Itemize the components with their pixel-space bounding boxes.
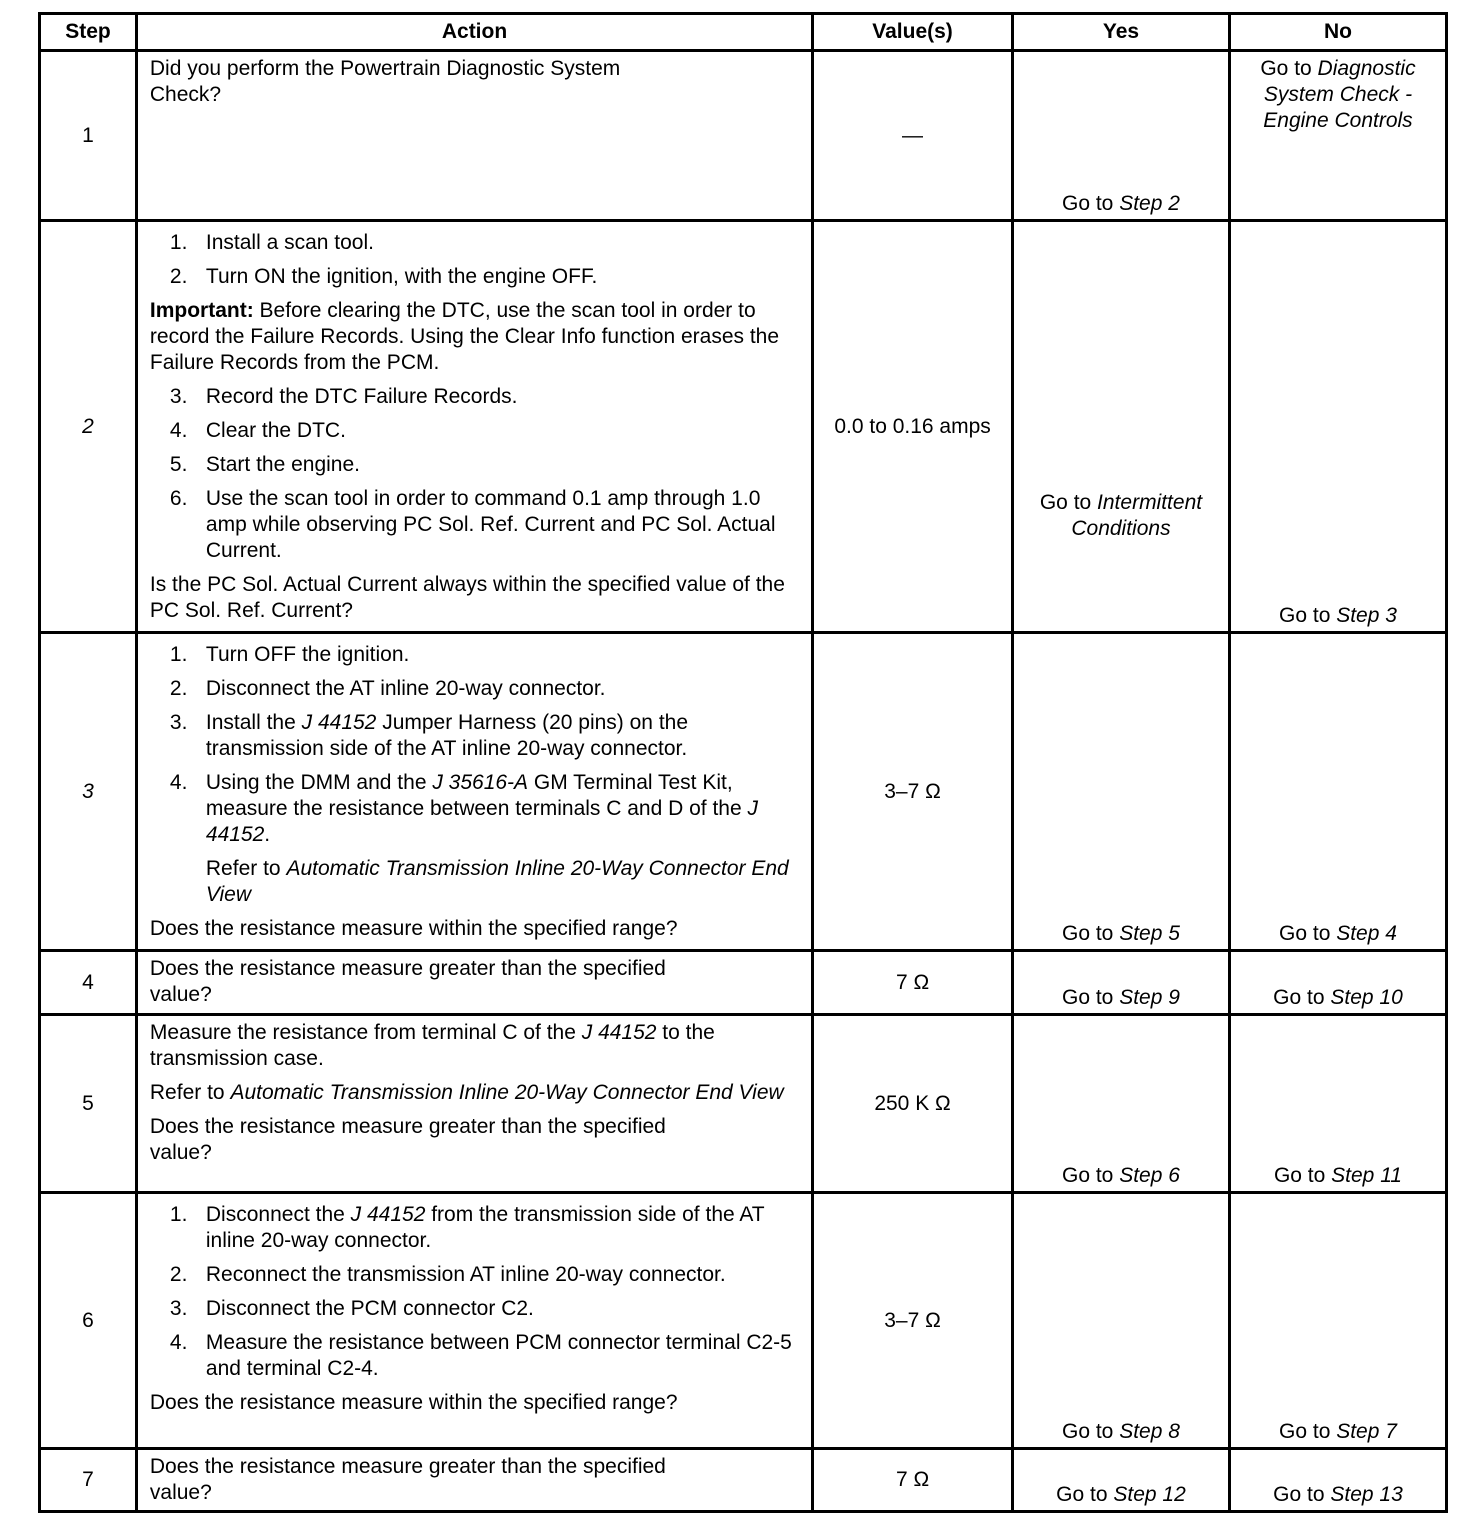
action-cell [136, 951, 812, 1015]
list-item: 4. Measure the resistance between PCM connector terminal C2-5 and terminal C2-4. [169, 1331, 792, 1380]
question-text: Does the resistance measure within the specified range? [149, 917, 678, 940]
tool-name: J 44152 [581, 1021, 657, 1044]
refer-link[interactable]: Automatic Transmission Inline 20-Way Connector End View [205, 857, 789, 906]
yes-prefix: Go to [1062, 1164, 1120, 1187]
item-text: Disconnect the AT inline 20-way connector. [205, 677, 606, 700]
important-note [150, 298, 801, 376]
yes-link[interactable]: Step 8 [1119, 1420, 1180, 1443]
action-cell [136, 51, 812, 221]
tool-name: J 44152 [205, 797, 759, 846]
item-text: Use the scan tool in order to command 0.1 amp through 1.0 amp while observing PC Sol. Ref. Current and PC Sol. Actual Current. [205, 487, 776, 562]
question-text: Does the resistance measure within the specified range? [149, 1391, 678, 1414]
header-no: No [1229, 14, 1446, 51]
item-text: to the transmission case. [149, 1021, 715, 1070]
item-text: Measure the resistance from terminal C of the [149, 1021, 582, 1044]
step-number: 5 [40, 1015, 137, 1193]
refer-note [150, 856, 801, 908]
no-target-line3: Engine Controls [1263, 109, 1413, 132]
no-link[interactable]: Step 4 [1336, 922, 1397, 945]
action-cell [136, 221, 812, 633]
no-cell [1229, 1449, 1446, 1512]
action-text: Does the resistance measure greater than the specified value? [149, 1455, 666, 1504]
yes-prefix: Go to [1062, 922, 1120, 945]
instruction-list [150, 1202, 801, 1382]
yes-cell [1012, 1015, 1229, 1193]
no-cell [1229, 221, 1446, 633]
no-target-line1: Diagnostic [1317, 57, 1416, 80]
item-text: Clear the DTC. [205, 419, 346, 442]
header-values: Value(s) [813, 14, 1013, 51]
item-text: from the transmission side of the AT inline 20-way connector. [205, 1203, 765, 1252]
no-target-line2: System Check - [1263, 83, 1413, 106]
action-cell [136, 1015, 812, 1193]
list-item: 2. Reconnect the transmission AT inline 20-way connector. [169, 1263, 726, 1286]
tool-name: J 35616-A [432, 771, 529, 794]
refer-note [150, 1080, 801, 1106]
yes-cell [1012, 221, 1229, 633]
no-link[interactable] [1231, 56, 1445, 134]
value-cell: 7 Ω [813, 1449, 1013, 1512]
no-cell [1229, 633, 1446, 951]
yes-cell [1012, 1449, 1229, 1512]
item-text: Using the DMM and the [205, 771, 433, 794]
list-item: 3. Record the DTC Failure Records. [169, 385, 518, 408]
item-text: Disconnect the PCM connector C2. [205, 1297, 534, 1320]
no-prefix: Go to [1273, 1164, 1332, 1187]
list-item: 4. Using the DMM and the J 35616-A GM Terminal Test Kit, measure the resistance between terminals C and D of the J 44152. [169, 771, 759, 846]
list-item: 1. Install a scan tool. [169, 231, 374, 254]
step-number: 6 [40, 1193, 137, 1449]
no-link[interactable]: Step 7 [1336, 1420, 1397, 1443]
item-text: . [264, 823, 271, 846]
instruction-list [150, 230, 801, 290]
no-link[interactable]: Step 10 [1330, 986, 1403, 1009]
question-text: Does the resistance measure greater than the specified value? [149, 1115, 666, 1164]
tool-name: J 44152 [301, 711, 377, 734]
no-prefix: Go to [1273, 1483, 1331, 1506]
item-text: Jumper Harness (20 pins) on the transmission side of the AT inline 20-way connector. [205, 711, 689, 760]
action-text: Does the resistance measure greater than the specified value? [149, 957, 666, 1006]
yes-target-line2: Conditions [1071, 517, 1171, 540]
yes-prefix: Go to [1039, 491, 1098, 514]
table-row [40, 1449, 1447, 1512]
value-cell: 0.0 to 0.16 amps [813, 221, 1013, 633]
list-item: 1. Disconnect the J 44152 from the transmission side of the AT inline 20-way connector. [169, 1203, 765, 1252]
value-cell: 250 K Ω [813, 1015, 1013, 1193]
list-item: 2. Turn ON the ignition, with the engine OFF. [169, 265, 598, 288]
table-row [40, 951, 1447, 1015]
step-number: 3 [40, 633, 137, 951]
yes-link[interactable]: Step 12 [1113, 1483, 1186, 1506]
refer-link[interactable]: Automatic Transmission Inline 20-Way Connector End View [230, 1081, 784, 1104]
question-text: Is the PC Sol. Actual Current always within the specified value of the PC Sol. Ref. Current? [149, 573, 785, 622]
value-cell: 3–7 Ω [813, 633, 1013, 951]
diagnostic-table [38, 12, 1448, 1513]
header-row [40, 14, 1447, 51]
header-step: Step [40, 14, 137, 51]
item-text: Turn OFF the ignition. [205, 643, 410, 666]
item-text: Turn ON the ignition, with the engine OFF. [205, 265, 598, 288]
yes-target-line1: Intermittent [1097, 491, 1203, 514]
action-cell [136, 1193, 812, 1449]
step-number: 1 [40, 51, 137, 221]
list-item: 1. Turn OFF the ignition. [169, 643, 410, 666]
item-text: Disconnect the [205, 1203, 351, 1226]
table-row [40, 1015, 1447, 1193]
instruction-list [150, 384, 801, 564]
list-item: 2. Disconnect the AT inline 20-way connector. [169, 677, 606, 700]
no-link[interactable]: Step 11 [1331, 1164, 1402, 1187]
table-row [40, 221, 1447, 633]
yes-link[interactable]: Step 6 [1119, 1164, 1180, 1187]
important-text: Before clearing the DTC, use the scan tool in order to record the Failure Records. Using the Clear Info function erases the Failure Records from the PCM. [149, 299, 780, 374]
list-item: 5. Start the engine. [169, 453, 360, 476]
yes-link[interactable]: Step 9 [1119, 986, 1180, 1009]
yes-link[interactable]: Step 5 [1119, 922, 1180, 945]
yes-link[interactable]: Step 2 [1119, 192, 1180, 215]
action-text: Did you perform the Powertrain Diagnostic System Check? [149, 57, 621, 106]
no-prefix: Go to [1279, 604, 1337, 627]
action-paragraph [150, 1020, 801, 1072]
value-cell: — [813, 51, 1013, 221]
instruction-list [150, 642, 801, 848]
no-prefix: Go to [1273, 986, 1331, 1009]
value-cell: 3–7 Ω [813, 1193, 1013, 1449]
yes-prefix: Go to [1062, 1420, 1120, 1443]
table-row [40, 633, 1447, 951]
list-item: 4. Clear the DTC. [169, 419, 346, 442]
refer-prefix: Refer to [205, 857, 287, 880]
action-cell [136, 633, 812, 951]
list-item: 6. Use the scan tool in order to command 0.1 amp through 1.0 amp while observing PC Sol. Ref. Current and PC Sol. Actual Current. [169, 487, 776, 562]
refer-prefix: Refer to [149, 1081, 231, 1104]
step-number: 2 [40, 221, 137, 633]
list-item: 3. Install the J 44152 Jumper Harness (20 pins) on the transmission side of the AT inline 20-way connector. [169, 711, 689, 760]
list-item: 3. Disconnect the PCM connector C2. [169, 1297, 534, 1320]
item-text: Reconnect the transmission AT inline 20-way connector. [205, 1263, 726, 1286]
item-text: Record the DTC Failure Records. [205, 385, 518, 408]
yes-prefix: Go to [1062, 192, 1120, 215]
tool-name: J 44152 [350, 1203, 426, 1226]
yes-prefix: Go to [1062, 986, 1120, 1009]
action-cell [136, 1449, 812, 1512]
item-text: Install the [205, 711, 302, 734]
table-row [40, 1193, 1447, 1449]
yes-prefix: Go to [1056, 1483, 1114, 1506]
yes-cell [1012, 633, 1229, 951]
value-cell: 7 Ω [813, 951, 1013, 1015]
yes-cell [1012, 951, 1229, 1015]
no-prefix: Go to [1260, 57, 1318, 80]
item-text: GM Terminal Test Kit, measure the resistance between terminals C and D of the [205, 771, 748, 820]
yes-cell [1012, 1193, 1229, 1449]
no-link[interactable]: Step 3 [1336, 604, 1397, 627]
header-action: Action [136, 14, 812, 51]
yes-cell [1012, 51, 1229, 221]
no-prefix: Go to [1279, 922, 1337, 945]
yes-link[interactable] [1014, 490, 1228, 542]
header-yes: Yes [1012, 14, 1229, 51]
step-number: 7 [40, 1449, 137, 1512]
no-link[interactable]: Step 13 [1330, 1483, 1403, 1506]
no-cell [1229, 51, 1446, 221]
item-text: Start the engine. [205, 453, 360, 476]
item-text: Measure the resistance between PCM connector terminal C2-5 and terminal C2-4. [205, 1331, 792, 1380]
item-text: Install a scan tool. [205, 231, 374, 254]
important-label: Important: [149, 299, 254, 322]
table-row [40, 51, 1447, 221]
no-prefix: Go to [1279, 1420, 1337, 1443]
no-cell [1229, 1015, 1446, 1193]
no-cell [1229, 951, 1446, 1015]
step-number: 4 [40, 951, 137, 1015]
no-cell [1229, 1193, 1446, 1449]
